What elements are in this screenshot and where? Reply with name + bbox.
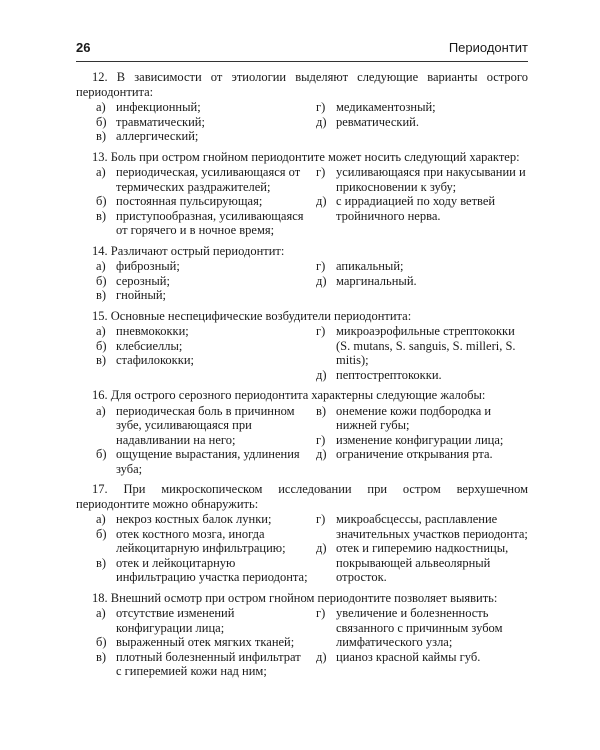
- answer-option: [316, 194, 528, 223]
- option-letter: а): [96, 606, 106, 620]
- page-number: 26: [76, 40, 91, 55]
- option-text: онемение кожи подбородка и нижней губы;: [336, 403, 492, 432]
- question-stem: 12. В зависимости от этиологии выделяют следующие варианты острого периодонтита:: [76, 70, 528, 99]
- question-list: [76, 70, 528, 685]
- options-right-column: [314, 606, 528, 679]
- option-text: стафилококки;: [116, 353, 194, 367]
- answer-options: [76, 165, 528, 238]
- answer-option: [96, 650, 308, 679]
- answer-option: [96, 259, 308, 274]
- option-text: серозный;: [116, 273, 170, 288]
- option-text: периодическая боль в причинном зубе, усиливающаяся при надавливании на него;: [116, 403, 295, 447]
- options-left-column: [76, 512, 314, 585]
- option-letter: б): [96, 447, 107, 461]
- answer-options: [76, 100, 528, 144]
- question-12: [76, 70, 528, 144]
- answer-option: [96, 339, 308, 354]
- options-left-column: [76, 100, 314, 144]
- option-text: цианоз красной каймы губ.: [336, 649, 481, 664]
- option-letter: г): [316, 512, 326, 526]
- options-right-column: [314, 324, 528, 382]
- answer-option: [96, 115, 308, 130]
- option-text: изменение конфигурации лица;: [336, 432, 504, 447]
- option-letter: в): [96, 288, 107, 302]
- option-text: отсутствие изменений конфигурации лица;: [116, 606, 235, 635]
- question-stem: 15. Основные неспецифические возбудители периодонтита:: [92, 308, 412, 323]
- answer-option: [316, 324, 528, 368]
- option-letter: б): [96, 338, 107, 353]
- option-text: периодическая, усиливающаяся от термических раздражителей;: [116, 165, 301, 194]
- option-text: ограничение открывания рта.: [336, 447, 493, 461]
- question-18: [76, 591, 528, 679]
- options-right-column: [314, 404, 528, 477]
- option-letter: б): [96, 273, 107, 288]
- answer-option: [316, 274, 528, 289]
- option-text: микроабсцессы, расплавление значительных участков периодонта;: [336, 512, 528, 541]
- option-letter: д): [316, 114, 327, 129]
- answer-option: [96, 556, 308, 585]
- option-text: травматический;: [116, 114, 205, 129]
- option-text: аллергический;: [116, 129, 199, 143]
- option-letter: г): [316, 165, 326, 179]
- answer-option: [96, 606, 308, 635]
- answer-option: [316, 165, 528, 194]
- answer-option: [316, 650, 528, 665]
- option-letter: в): [96, 129, 107, 143]
- option-letter: а): [96, 512, 106, 526]
- option-letter: б): [96, 114, 107, 129]
- header-rule: [76, 61, 528, 62]
- answer-option: [96, 165, 308, 194]
- answer-option: [96, 447, 308, 476]
- question-15: [76, 309, 528, 383]
- option-letter: а): [96, 165, 106, 179]
- options-right-column: [314, 165, 528, 238]
- answer-option: [316, 115, 528, 130]
- options-left-column: [76, 165, 314, 238]
- option-letter: г): [316, 259, 326, 273]
- option-letter: в): [96, 208, 107, 223]
- answer-option: [316, 606, 528, 650]
- option-letter: б): [96, 194, 107, 208]
- option-text: гнойный;: [116, 288, 167, 302]
- options-left-column: [76, 259, 314, 303]
- options-left-column: [76, 404, 314, 477]
- answer-option: [316, 100, 528, 115]
- answer-option: [96, 100, 308, 115]
- option-text: с иррадиацией по ходу ветвей тройничного нерва.: [336, 194, 496, 223]
- option-letter: д): [316, 273, 327, 288]
- option-text: пневмококки;: [116, 324, 189, 338]
- option-letter: в): [96, 649, 107, 664]
- answer-option: [96, 129, 308, 144]
- option-text: отек и лейкоцитарную инфильтрацию участка периодонта;: [116, 555, 308, 584]
- question-13: [76, 150, 528, 238]
- option-letter: а): [96, 324, 106, 338]
- option-letter: в): [96, 555, 107, 570]
- option-text: плотный болезненный инфильтрат с гиперемией кожи над ним;: [116, 649, 301, 678]
- answer-option: [96, 512, 308, 527]
- page-header: [76, 40, 528, 62]
- option-letter: а): [96, 403, 106, 418]
- option-text: некроз костных балок лунки;: [116, 512, 272, 526]
- answer-option: [96, 324, 308, 339]
- answer-option: [96, 635, 308, 650]
- option-text: инфекционный;: [116, 100, 201, 114]
- option-text: пептострептококки.: [336, 367, 442, 382]
- answer-option: [96, 353, 308, 368]
- option-text: микроаэрофильные стрептококки (S. mutans, S. sanguis, S. milleri, S. mitis);: [336, 324, 516, 367]
- answer-option: [316, 541, 528, 585]
- answer-option: [316, 404, 528, 433]
- option-text: постоянная пульсирующая;: [116, 194, 263, 208]
- option-letter: в): [96, 353, 107, 367]
- option-text: маргинальный.: [336, 273, 417, 288]
- answer-option: [316, 447, 528, 462]
- option-text: медикаментозный;: [336, 100, 436, 114]
- question-14: [76, 244, 528, 303]
- options-right-column: [314, 100, 528, 144]
- option-letter: в): [316, 403, 327, 418]
- answer-option: [316, 368, 528, 383]
- answer-option: [316, 433, 528, 448]
- option-text: отек и гиперемию надкостницы, покрывающей альвеолярный отросток.: [336, 541, 509, 584]
- answer-options: [76, 606, 528, 679]
- answer-option: [96, 209, 308, 238]
- answer-option: [96, 527, 308, 556]
- option-text: отек костного мозга, иногда лейкоцитарную инфильтрацию;: [116, 526, 286, 555]
- option-text: фиброзный;: [116, 259, 180, 273]
- option-text: выраженный отек мягких тканей;: [116, 635, 295, 649]
- option-text: усиливающаяся при накусывании и прикосновении к зубу;: [336, 165, 526, 194]
- answer-option: [96, 288, 308, 303]
- option-letter: г): [316, 100, 326, 114]
- option-letter: б): [96, 526, 107, 541]
- question-stem: 17. При микроскопическом исследовании при остром верхушечном периодонтите можно обнаружить:: [76, 482, 528, 511]
- question-17: [76, 482, 528, 585]
- option-letter: г): [316, 432, 326, 447]
- options-right-column: [314, 512, 528, 585]
- option-letter: а): [96, 100, 106, 114]
- answer-option: [316, 259, 528, 274]
- option-letter: г): [316, 606, 326, 620]
- option-letter: б): [96, 635, 107, 649]
- option-letter: д): [316, 649, 327, 664]
- answer-options: [76, 404, 528, 477]
- option-text: приступообразная, усиливающаяся от горячего и в ночное время;: [116, 208, 304, 237]
- option-text: апикальный;: [336, 259, 404, 273]
- option-letter: а): [96, 259, 106, 273]
- question-stem: 13. Боль при остром гнойном периодонтите может носить следующий характер:: [92, 149, 520, 164]
- option-text: ревматический.: [336, 114, 419, 129]
- option-letter: д): [316, 541, 327, 555]
- answer-option: [96, 194, 308, 209]
- option-letter: д): [316, 194, 327, 208]
- option-text: ощущение вырастания, удлинения зуба;: [116, 447, 300, 476]
- options-left-column: [76, 324, 314, 382]
- option-letter: г): [316, 324, 326, 338]
- answer-option: [96, 404, 308, 448]
- option-letter: д): [316, 367, 327, 382]
- running-title: Периодонтит: [448, 40, 528, 55]
- question-stem: 14. Различают острый периодонтит:: [92, 243, 285, 258]
- answer-options: [76, 512, 528, 585]
- option-text: увеличение и болезненность связанного с причинным зубом лимфатического узла;: [336, 606, 503, 649]
- question-stem: 16. Для острого серозного периодонтита характерны следующие жалобы:: [92, 388, 486, 402]
- options-left-column: [76, 606, 314, 679]
- answer-option: [316, 512, 528, 541]
- answer-options: [76, 324, 528, 382]
- options-right-column: [314, 259, 528, 303]
- question-16: [76, 388, 528, 476]
- option-text: клебсиеллы;: [116, 338, 183, 353]
- answer-option: [96, 274, 308, 289]
- answer-options: [76, 259, 528, 303]
- option-letter: д): [316, 447, 327, 461]
- question-stem: 18. Внешний осмотр при остром гнойном периодонтите позволяет выявить:: [92, 590, 498, 605]
